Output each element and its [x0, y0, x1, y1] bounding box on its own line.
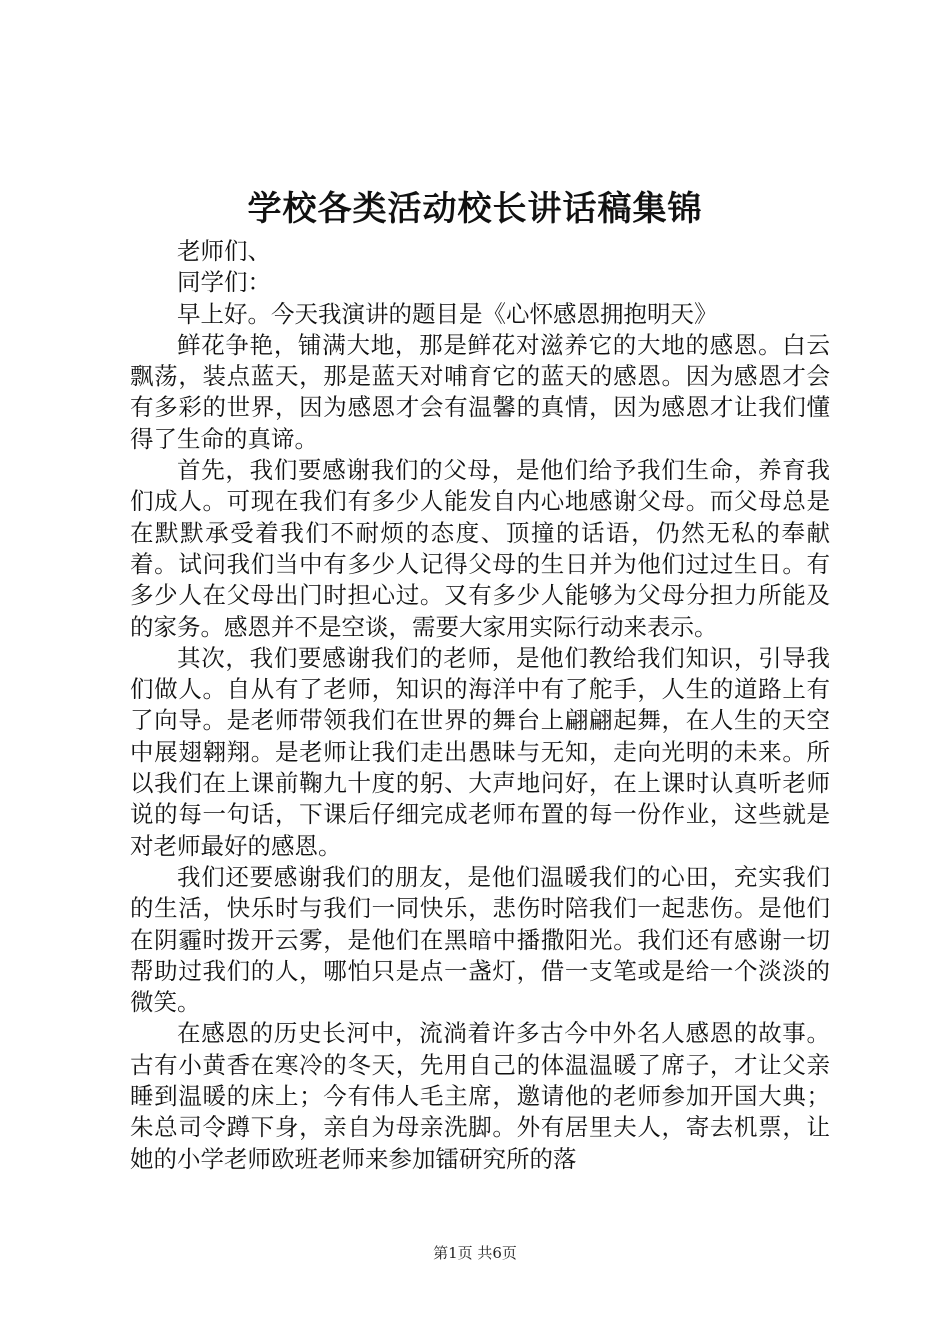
body-paragraph: 鲜花争艳，铺满大地，那是鲜花对滋养它的大地的感恩。白云飘荡，装点蓝天，那是蓝天对哺育它的蓝天的感恩。因为感恩才会有多彩的世界，因为感恩才会有温馨的真情，因为感恩才让我们懂得了生命的真谛。: [130, 330, 830, 453]
document-title: 学校各类活动校长讲话稿集锦: [247, 189, 703, 229]
body-paragraph: 我们还要感谢我们的朋友，是他们温暖我们的心田，充实我们的生活，快乐时与我们一同快乐，悲伤时陪我们一起悲伤。是他们在阴霾时拨开云雾，是他们在黑暗中播撒阳光。我们还有感谢一切帮助过我们的人，哪怕只是点一盏灯，借一支笔或是给一个淡淡的微笑。: [130, 862, 830, 1017]
body-paragraph: 首先，我们要感谢我们的父母，是他们给予我们生命，养育我们成人。可现在我们有多少人能发自内心地感谢父母。而父母总是在默默承受着我们不耐烦的态度、顶撞的话语，仍然无私的奉献着。试问我们当中有多少人记得父母的生日并为他们过过生日。有多少人在父母出门时担心过。又有多少人能够为父母分担力所能及的家务。感恩并不是空谈，需要大家用实际行动来表示。: [130, 456, 830, 641]
document-body: [130, 236, 830, 1175]
body-paragraph: 在感恩的历史长河中，流淌着许多古今中外名人感恩的故事。古有小黄香在寒冷的冬天，先用自己的体温温暖了席子，才让父亲睡到温暖的床上；今有伟人毛主席，邀请他的老师参加开国大典；朱总司令蹲下身，亲自为母亲洗脚。外有居里夫人，寄去机票，让她的小学老师欧班老师来参加镭研究所的落: [130, 1019, 830, 1173]
page-number-footer: 第1页 共6页: [433, 1244, 517, 1262]
greeting-paragraph: 早上好。今天我演讲的题目是《心怀感恩拥抱明天》: [177, 299, 718, 328]
body-paragraph: 其次，我们要感谢我们的老师，是他们教给我们知识，引导我们做人。自从有了老师，知识的海洋中有了舵手，人生的道路上有了向导。是老师带领我们在世界的舞台上翩翩起舞，在人生的天空中展翅翱翔。是老师让我们走出愚昧与无知，走向光明的未来。所以我们在上课前鞠九十度的躬、大声地问好，在上课时认真听老师说的每一句话，下课后仔细完成老师布置的每一份作业，这些就是对老师最好的感恩。: [130, 643, 830, 860]
salutation-teachers: 老师们、: [177, 237, 271, 265]
salutation-students: 同学们：: [177, 268, 271, 297]
